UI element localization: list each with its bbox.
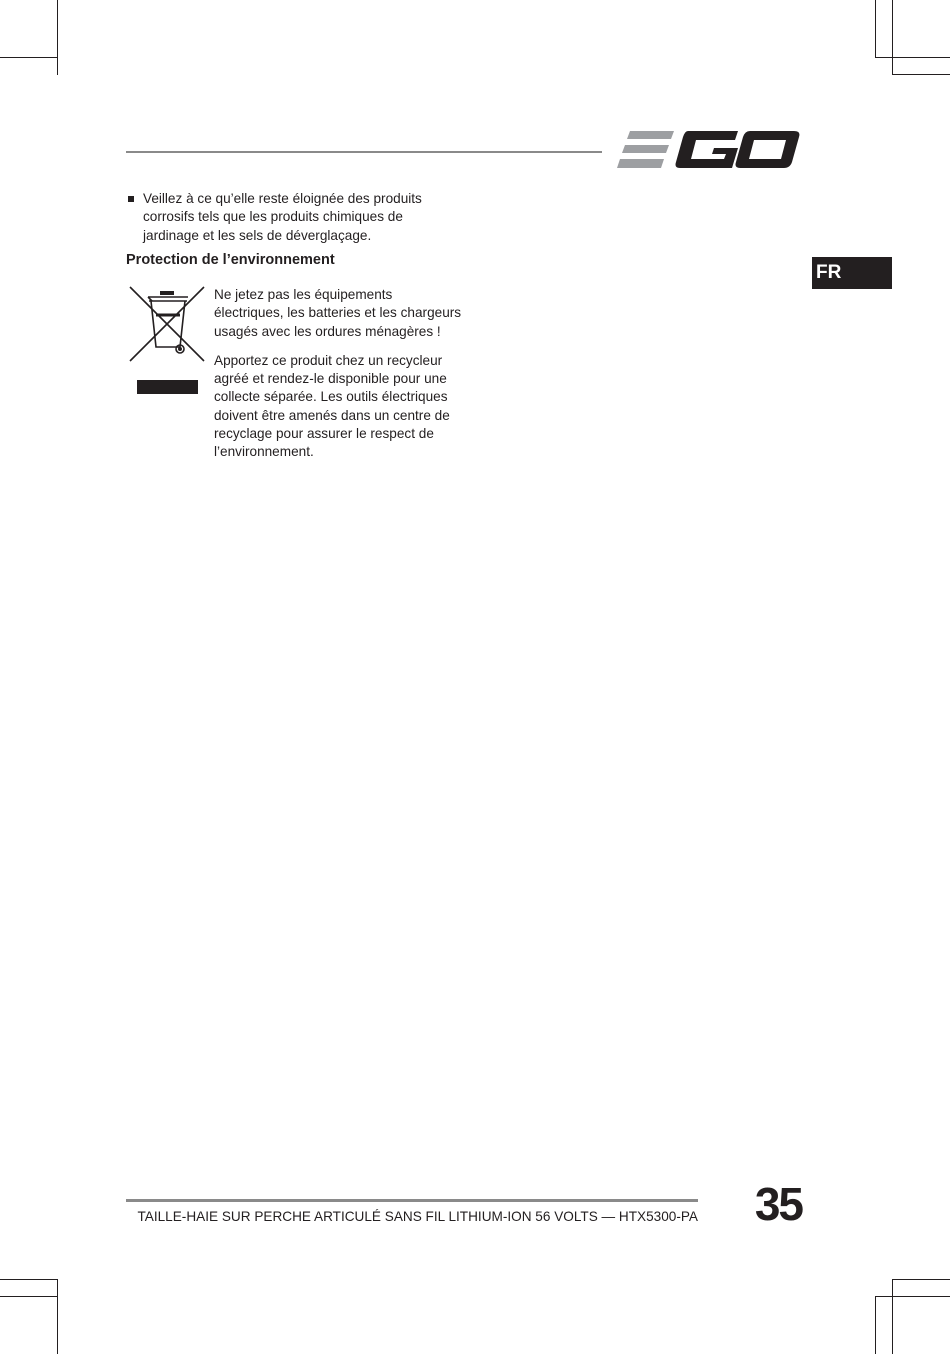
square-bullet-icon — [128, 196, 134, 202]
ego-logo — [616, 128, 800, 172]
footer-rule — [126, 1199, 698, 1202]
environment-paragraph: Apportez ce produit chez un recycleur agréé et rendez-le disponible pour une collecte séparée. Les outils électriques doivent être amenés dans un centre de recyclage pour assurer le respect de l’environnement. — [214, 352, 450, 460]
language-tab: FR — [812, 257, 892, 289]
bullet-text: Veillez à ce qu’elle reste éloignée des produits corrosifs tels que les produits chimiques de jardinage et les sels de déverglaçage. — [143, 191, 422, 243]
footer-product-title: TAILLE-HAIE SUR PERCHE ARTICULÉ SANS FIL LITHIUM-ION 56 VOLTS — HTX5300-PA — [137, 1209, 698, 1224]
environment-paragraph: Ne jetez pas les équipements électriques, les batteries et les chargeurs usagés avec les ordures ménagères ! — [214, 287, 462, 339]
header-rule — [126, 151, 602, 153]
crossed-out-wheelie-bin-icon — [128, 285, 206, 397]
environment-text — [214, 286, 464, 473]
bullet-item — [128, 190, 458, 245]
page-number: 35 — [754, 1178, 802, 1230]
section-heading: Protection de l’environnement — [126, 252, 335, 268]
